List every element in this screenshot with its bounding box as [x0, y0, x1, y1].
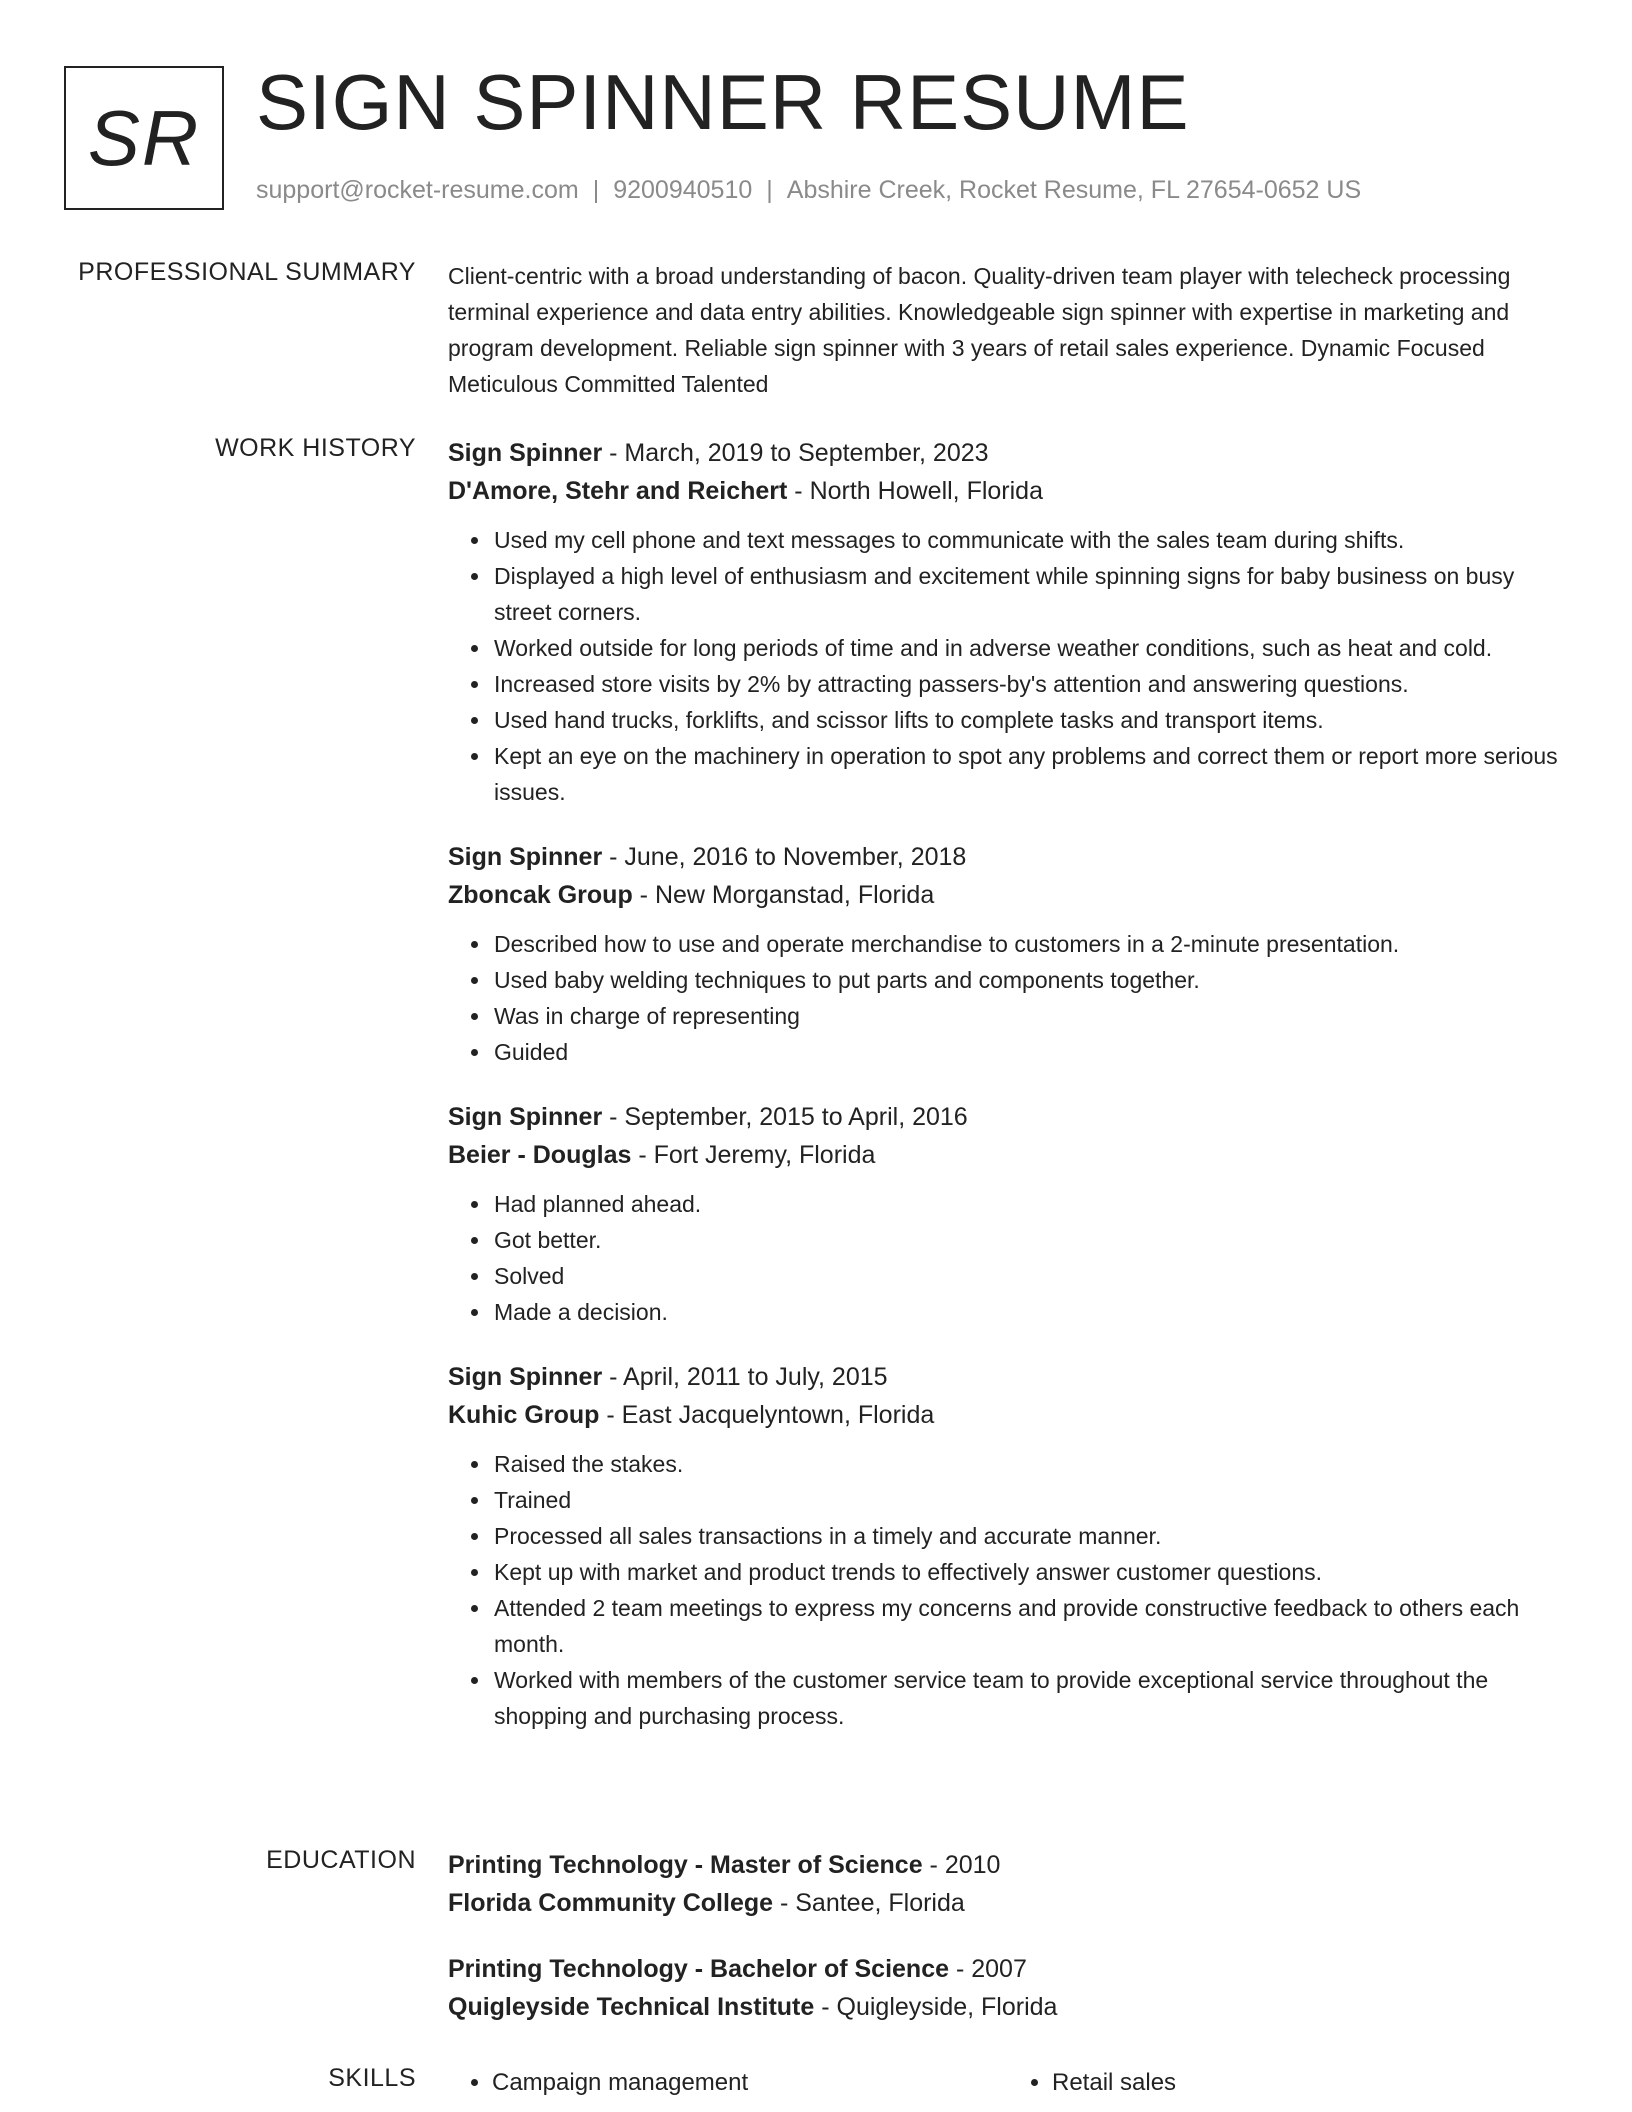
- job-company: Zboncak Group: [448, 881, 633, 909]
- job-entry: [448, 838, 1568, 1070]
- monogram-logo: SR: [64, 66, 224, 210]
- job-entry: [448, 1098, 1568, 1330]
- job-company-line: [448, 1396, 1568, 1434]
- job-bullet: • Guided: [492, 1034, 1568, 1070]
- job-bullet: • Worked outside for long periods of time and in adverse weather conditions, such as heat and cold.: [492, 630, 1568, 666]
- resume-title: SIGN SPINNER RESUME: [256, 58, 1190, 146]
- education-degree-line: [448, 1846, 1568, 1884]
- job-role: Sign Spinner: [448, 1363, 603, 1391]
- job-bullet: • Raised the stakes.: [492, 1446, 1568, 1482]
- work-history-heading: WORK HISTORY: [215, 434, 416, 462]
- job-bullets: [448, 522, 1568, 810]
- job-entry: [448, 434, 1568, 810]
- job-bullets: [448, 1446, 1568, 1734]
- job-location: - Fort Jeremy, Florida: [631, 1141, 876, 1169]
- contact-line: [256, 176, 1361, 205]
- job-role-line: [448, 434, 1568, 472]
- job-role-line: [448, 1098, 1568, 1136]
- education-school-line: [448, 1884, 1568, 1922]
- education-entry: [448, 1846, 1568, 1922]
- job-dates: - June, 2016 to November, 2018: [602, 843, 967, 871]
- education-year: - 2010: [922, 1851, 1001, 1879]
- job-bullet: • Used baby welding techniques to put parts and components together.: [492, 962, 1568, 998]
- skills-heading: SKILLS: [328, 2064, 416, 2092]
- job-bullet: • Used hand trucks, forklifts, and scissor lifts to complete tasks and transport items.: [492, 702, 1568, 738]
- job-company-line: [448, 876, 1568, 914]
- job-bullet: • Had planned ahead.: [492, 1186, 1568, 1222]
- contact-address: Abshire Creek, Rocket Resume, FL 27654-0652 US: [786, 176, 1362, 204]
- education-degree: Printing Technology - Bachelor of Science: [448, 1955, 950, 1983]
- job-bullet: • Described how to use and operate merchandise to customers in a 2-minute presentation.: [492, 926, 1568, 962]
- job-bullet: • Attended 2 team meetings to express my concerns and provide constructive feedback to others each month.: [492, 1590, 1568, 1662]
- contact-separator: |: [766, 176, 773, 204]
- job-role: Sign Spinner: [448, 843, 603, 871]
- job-entry: [448, 1358, 1568, 1734]
- education-school: Florida Community College: [448, 1889, 774, 1917]
- contact-phone: 9200940510: [613, 176, 753, 204]
- education-school-line: [448, 1988, 1568, 2026]
- job-company: Kuhic Group: [448, 1401, 600, 1429]
- job-location: - New Morganstad, Florida: [632, 881, 935, 909]
- education-heading: EDUCATION: [266, 1846, 416, 1874]
- job-bullets: [448, 926, 1568, 1070]
- job-bullet: • Trained: [492, 1482, 1568, 1518]
- education-location: - Quigleyside, Florida: [814, 1993, 1058, 2021]
- job-company-line: [448, 472, 1568, 510]
- skills-list-right: [1008, 2064, 1568, 2102]
- job-bullets: [448, 1186, 1568, 1330]
- work-history-list: [448, 434, 1568, 1762]
- job-role: Sign Spinner: [448, 1103, 603, 1131]
- job-bullet: • Was in charge of representing: [492, 998, 1568, 1034]
- education-list: [448, 1846, 1568, 2054]
- job-location: - North Howell, Florida: [787, 477, 1043, 505]
- skills-list-left: [448, 2064, 1008, 2102]
- contact-email: support@rocket-resume.com: [256, 176, 579, 204]
- job-bullet: • Kept up with market and product trends to effectively answer customer questions.: [492, 1554, 1568, 1590]
- education-degree-line: [448, 1950, 1568, 1988]
- skill-item: • Campaign management: [492, 2064, 1008, 2102]
- job-location: - East Jacquelyntown, Florida: [599, 1401, 935, 1429]
- job-company: Beier - Douglas: [448, 1141, 632, 1169]
- education-entry: [448, 1950, 1568, 2026]
- education-year: - 2007: [949, 1955, 1027, 1983]
- job-company-line: [448, 1136, 1568, 1174]
- job-bullet: • Processed all sales transactions in a timely and accurate manner.: [492, 1518, 1568, 1554]
- job-bullet: • Used my cell phone and text messages to communicate with the sales team during shifts.: [492, 522, 1568, 558]
- job-role-line: [448, 838, 1568, 876]
- job-role-line: [448, 1358, 1568, 1396]
- summary-heading: PROFESSIONAL SUMMARY: [78, 258, 416, 286]
- job-role: Sign Spinner: [448, 439, 603, 467]
- job-bullet: • Displayed a high level of enthusiasm and excitement while spinning signs for baby business on busy street corners.: [492, 558, 1568, 630]
- summary-text: Client-centric with a broad understanding of bacon. Quality-driven team player with telecheck processing terminal experience and data entry abilities. Knowledgeable sign spinner with expertise in marketing and program development. Reliable sign spinner with 3 years of retail sales experience. Dynamic Focused Meticulous Committed Talented: [448, 263, 1511, 397]
- education-degree: Printing Technology - Master of Science: [448, 1851, 923, 1879]
- job-dates: - April, 2011 to July, 2015: [602, 1363, 888, 1391]
- job-bullet: • Worked with members of the customer service team to provide exceptional service throughout the shopping and purchasing process.: [492, 1662, 1568, 1734]
- job-company: D'Amore, Stehr and Reichert: [448, 477, 788, 505]
- job-dates: - March, 2019 to September, 2023: [602, 439, 989, 467]
- skill-item: • Retail sales: [1052, 2064, 1568, 2102]
- contact-separator: |: [592, 176, 600, 204]
- skills-columns: [448, 2064, 1568, 2102]
- job-bullet: • Increased store visits by 2% by attracting passers-by's attention and answering questions.: [492, 666, 1568, 702]
- education-school: Quigleyside Technical Institute: [448, 1993, 815, 2021]
- job-dates: - September, 2015 to April, 2016: [602, 1103, 968, 1131]
- job-bullet: • Kept an eye on the machinery in operation to spot any problems and correct them or report more serious issues.: [492, 738, 1568, 810]
- education-location: - Santee, Florida: [773, 1889, 965, 1917]
- job-bullet: • Made a decision.: [492, 1294, 1568, 1330]
- job-bullet: • Got better.: [492, 1222, 1568, 1258]
- job-bullet: • Solved: [492, 1258, 1568, 1294]
